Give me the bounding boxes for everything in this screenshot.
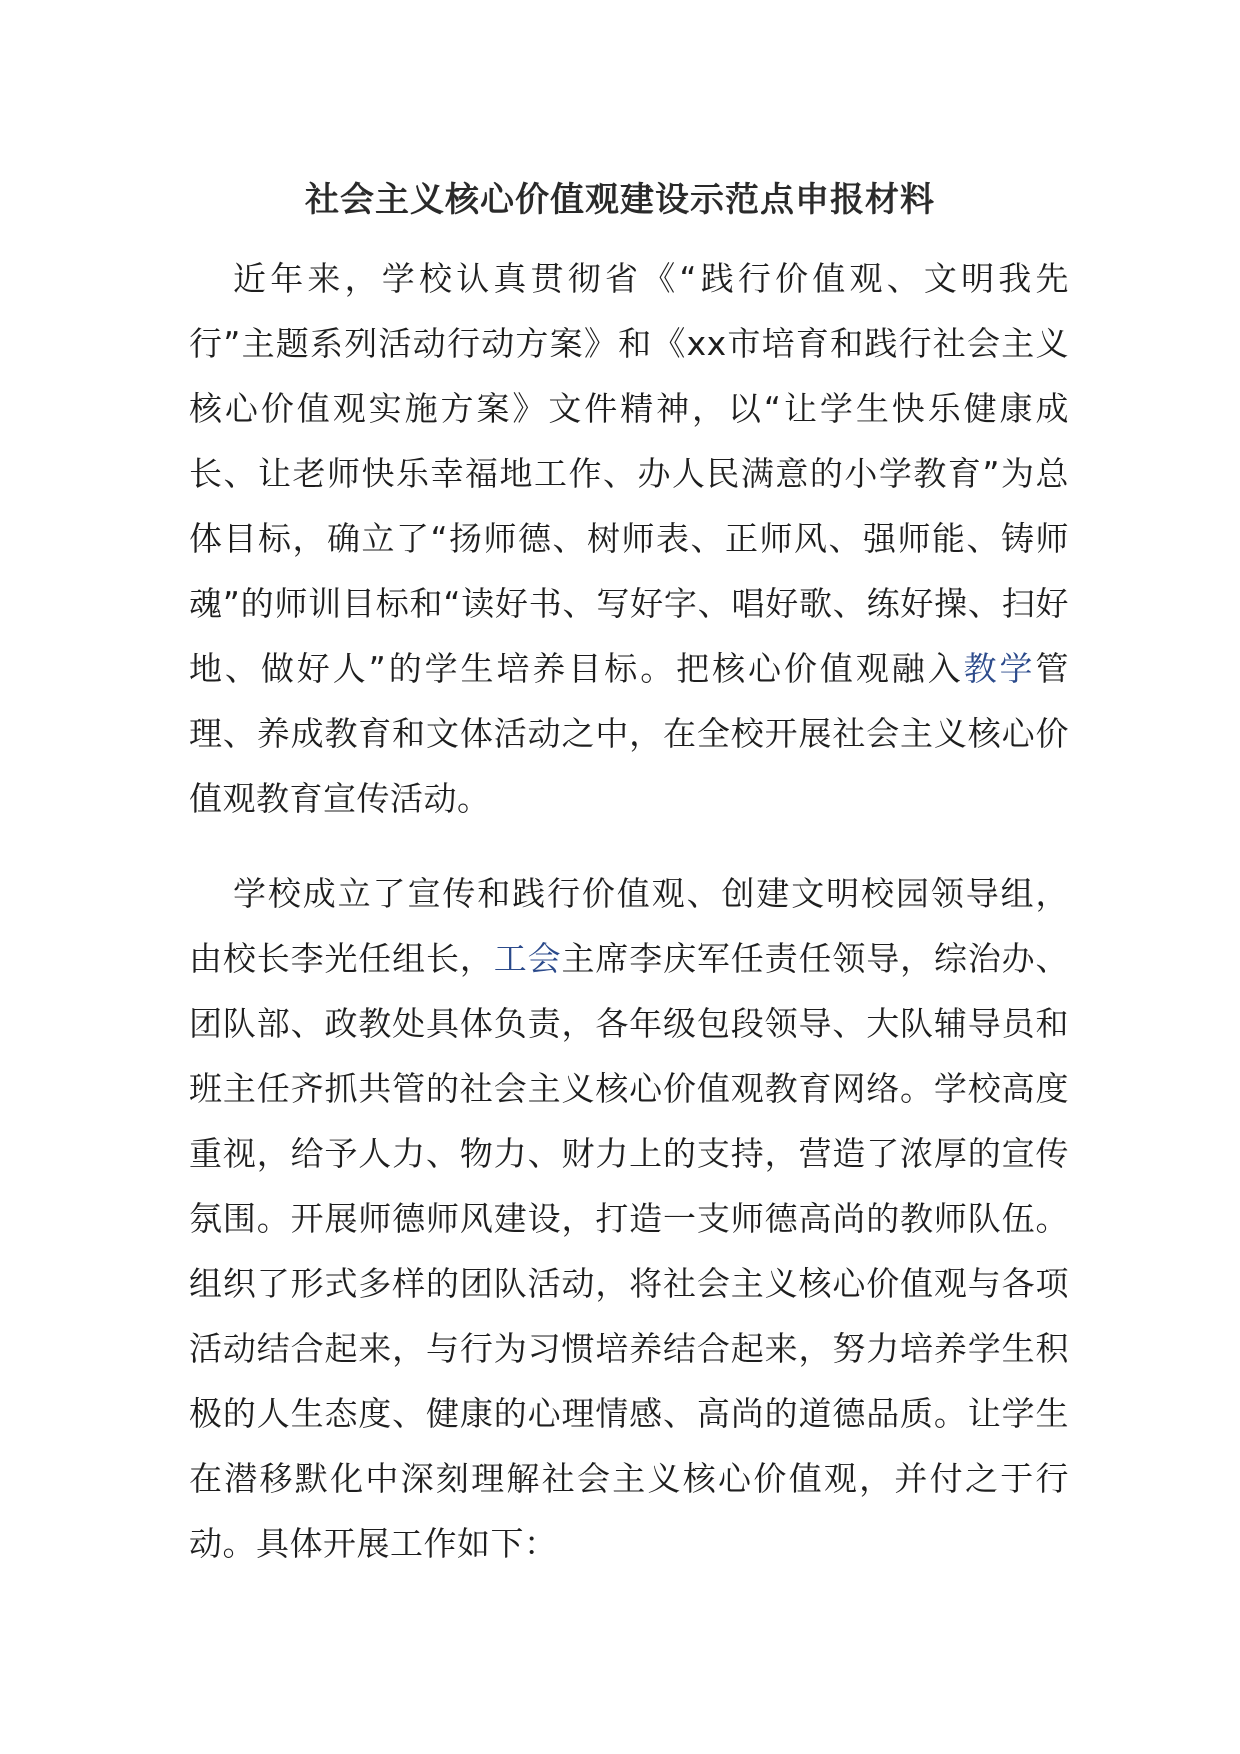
link-teaching[interactable]: 教学 [963, 649, 1036, 688]
paragraph-organization [189, 861, 1069, 1576]
paragraph-organization-text-1: 学校成立了宣传和践行价值观、创建文明校园领导组，由校长李光任组长， [189, 874, 1069, 978]
paragraph-intro [189, 246, 1069, 831]
link-union[interactable]: 工会 [493, 939, 562, 978]
paragraph-organization-text-2: 主席李庆军任责任领导，综治办、团队部、政教处具体负责，各年级包段领导、大队辅导员和班主任齐抓共管的社会主义核心价值观教育网络。学校高度重视，给予人力、物力、财力上的支持，营造了浓厚的宣传氛围。开展师德师风建设，打造一支师德高尚的教师队伍。组织了形式多样的团队活动，将社会主义核心价值观与各项活动结合起来，与行为习惯培养结合起来，努力培养学生积极的人生态度、健康的心理情感、高尚的道德品质。让学生在潜移默化中深刻理解社会主义核心价值观，并付之于行动。具体开展工作如下： [189, 939, 1070, 1563]
document-body [189, 246, 1069, 1608]
document-title: 社会主义核心价值观建设示范点申报材料 [305, 180, 935, 220]
paragraph-intro-text-2: 管理、养成教育和文体活动之中，在全校开展社会主义核心价值观教育宣传活动。 [189, 649, 1069, 818]
paragraph-intro-text-1: 近年来，学校认真贯彻省《“践行价值观、文明我先行”主题系列活动行动方案》和《xx市培育和践行社会主义核心价值观实施方案》文件精神，以“让学生快乐健康成长、让老师快乐幸福地工作、办人民满意的小学教育”为总体目标，确立了“扬师德、树师表、正师风、强师能、铸师魂”的师训目标和“读好书、写好字、唱好歌、练好操、扫好地、做好人”的学生培养目标。把核心价值观融入 [189, 259, 1069, 688]
